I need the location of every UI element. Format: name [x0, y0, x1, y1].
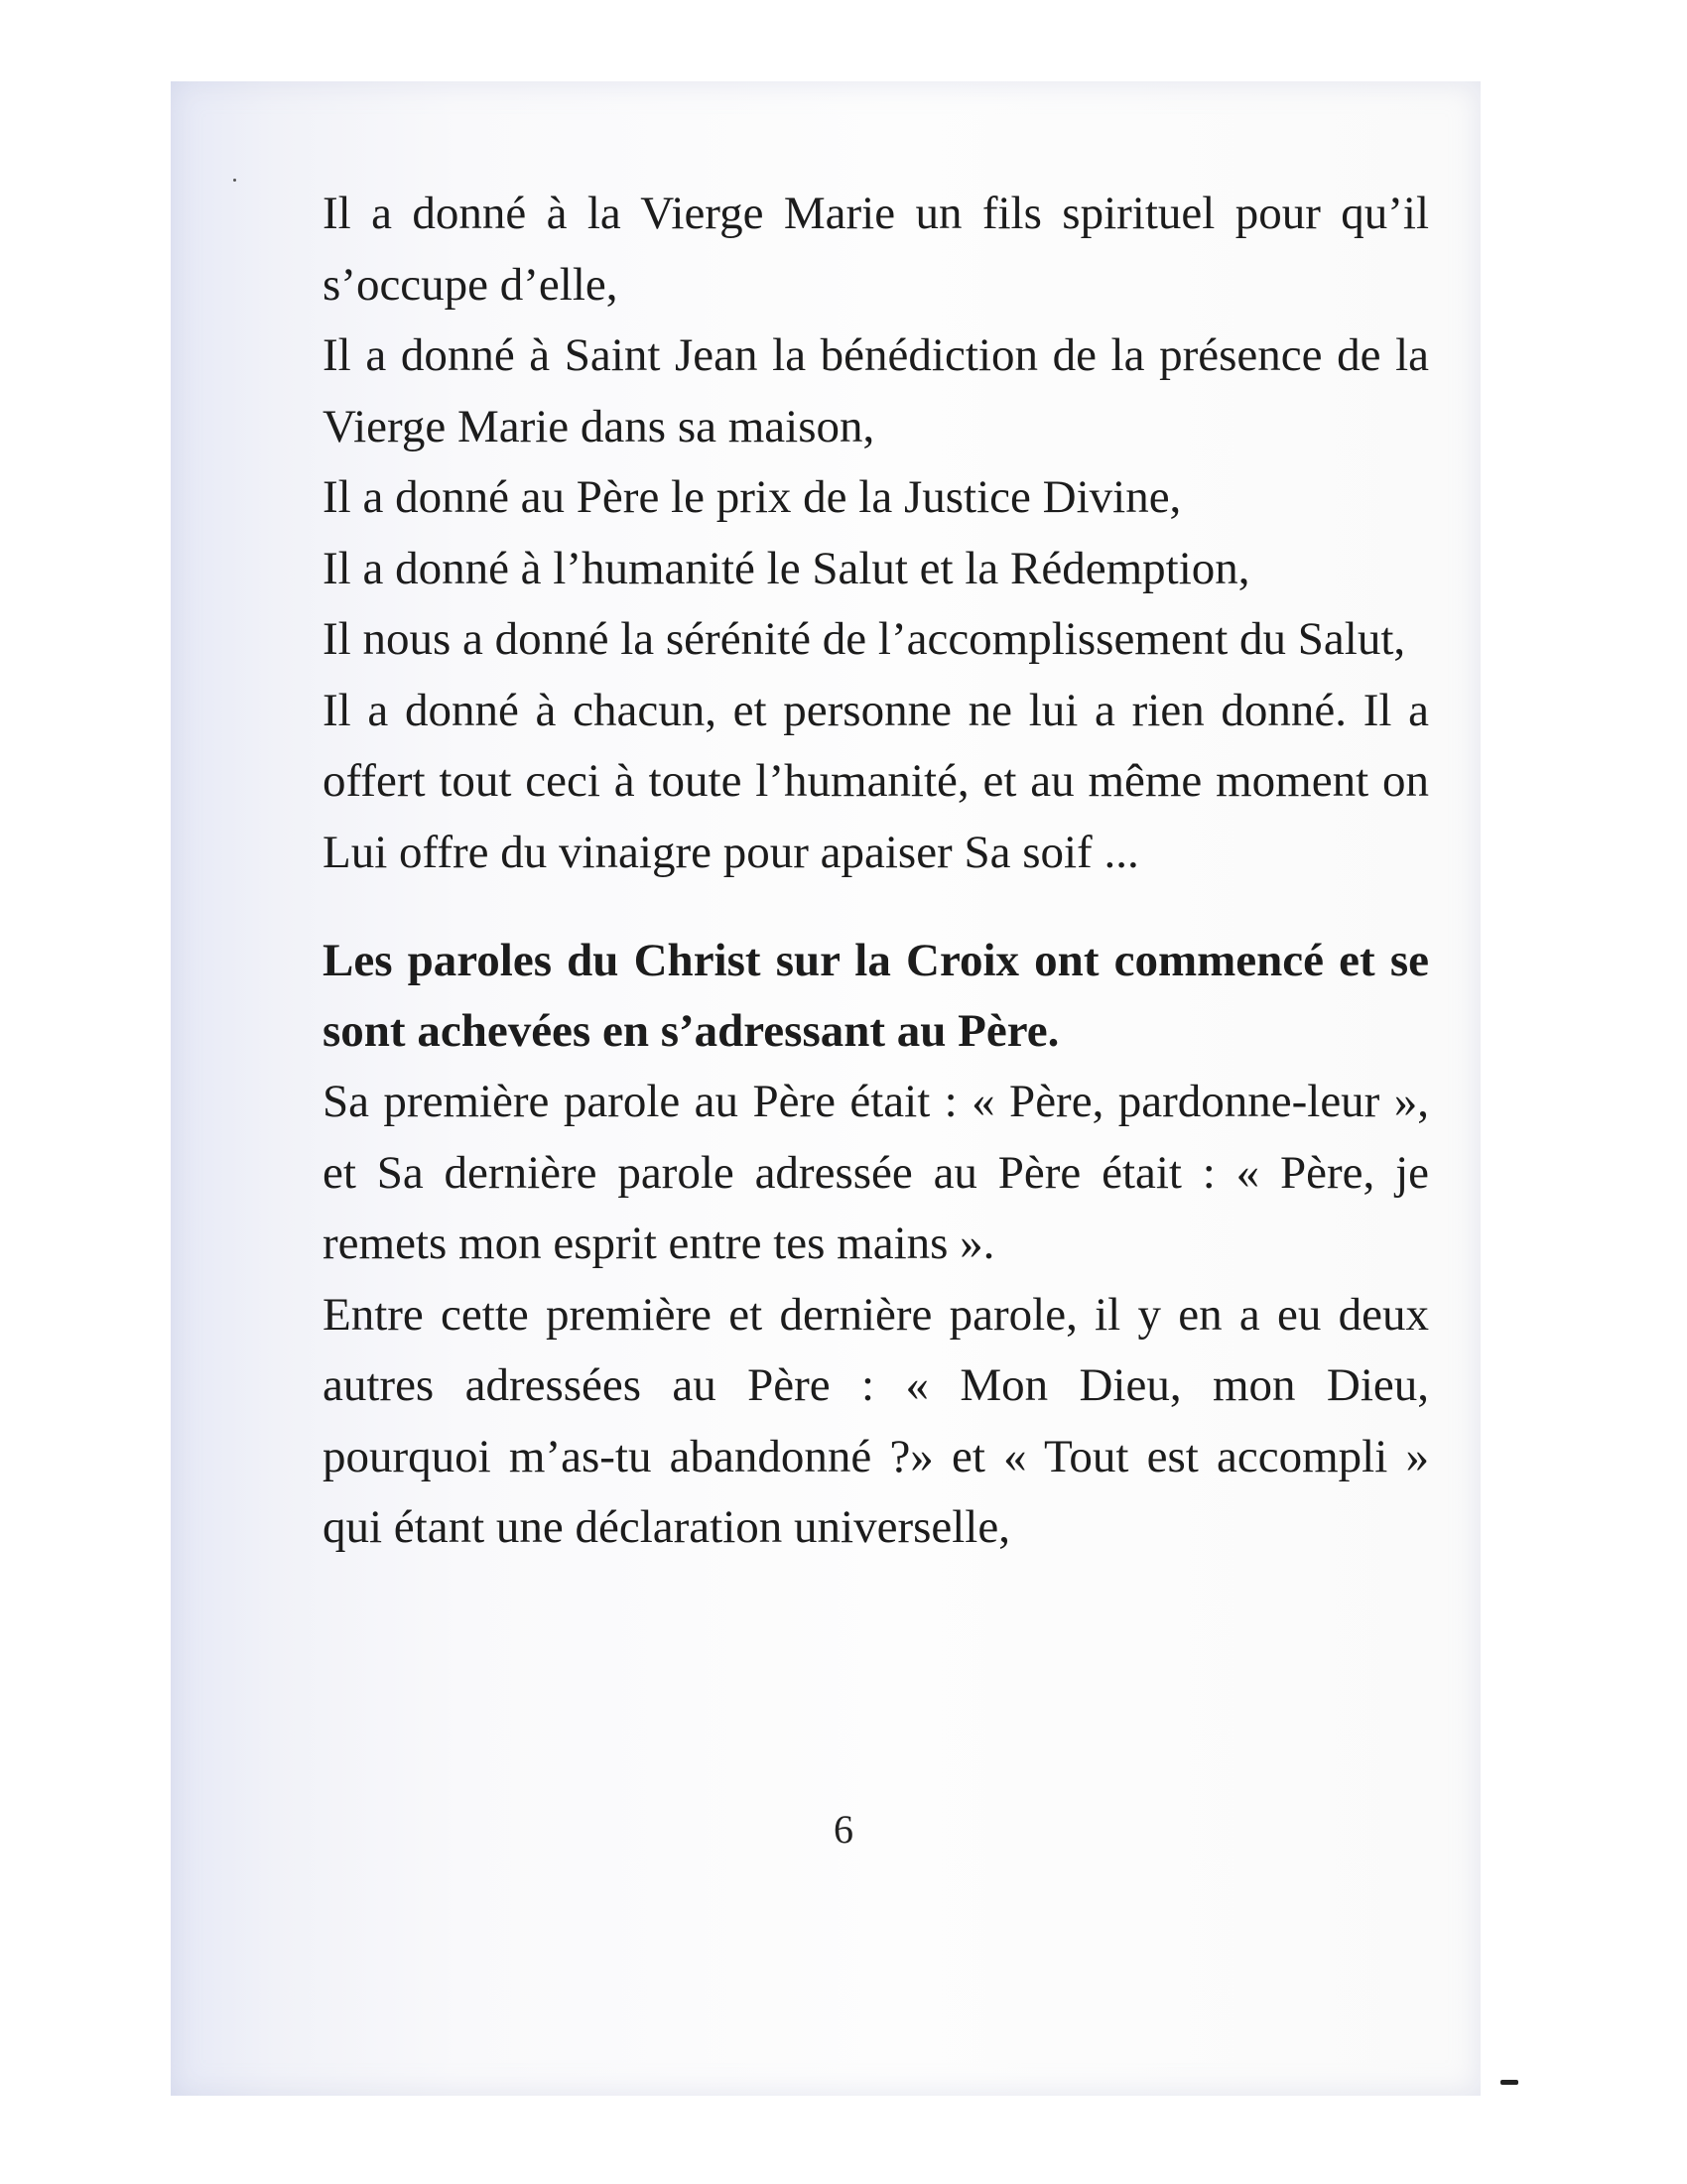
edge-mark: [1500, 2080, 1518, 2085]
paragraph: Entre cette première et dernière parole, il y en a eu deux autres adressées au Père : « Mon Dieu, mon Dieu, pourquoi m’as-tu abandonné ?» et « Tout est accompli » qui étant une déclaration universelle,: [323, 1288, 1429, 1553]
section-heading: Les paroles du Christ sur la Croix ont commencé et se sont achevées en s’adressant au Père.: [323, 935, 1429, 1057]
paragraph: Il a donné à chacun, et personne ne lui a rien donné. Il a offert tout ceci à toute l’humanité, et au même moment on Lui offre du vinaigre pour apaiser Sa soif ...: [323, 684, 1429, 878]
page-text: [323, 179, 1429, 1564]
paragraph: Il a donné à l’humanité le Salut et la Rédemption,: [323, 542, 1250, 594]
paragraph: Il nous a donné la sérénité de l’accomplissement du Salut,: [323, 613, 1406, 665]
page-speck: [233, 179, 236, 182]
paragraph: Il a donné à la Vierge Marie un fils spirituel pour qu’il s’occupe d’elle,: [323, 188, 1429, 311]
page-number: 6: [834, 1807, 853, 1852]
paragraph: Il a donné au Père le prix de la Justice Divine,: [323, 471, 1182, 523]
paragraph: Il a donné à Saint Jean la bénédiction de la présence de la Vierge Marie dans sa maison,: [323, 329, 1429, 452]
paragraph: Sa première parole au Père était : « Père, pardonne-leur », et Sa dernière parole adressée au Père était : « Père, je remets mon esprit entre tes mains ».: [323, 1076, 1429, 1269]
